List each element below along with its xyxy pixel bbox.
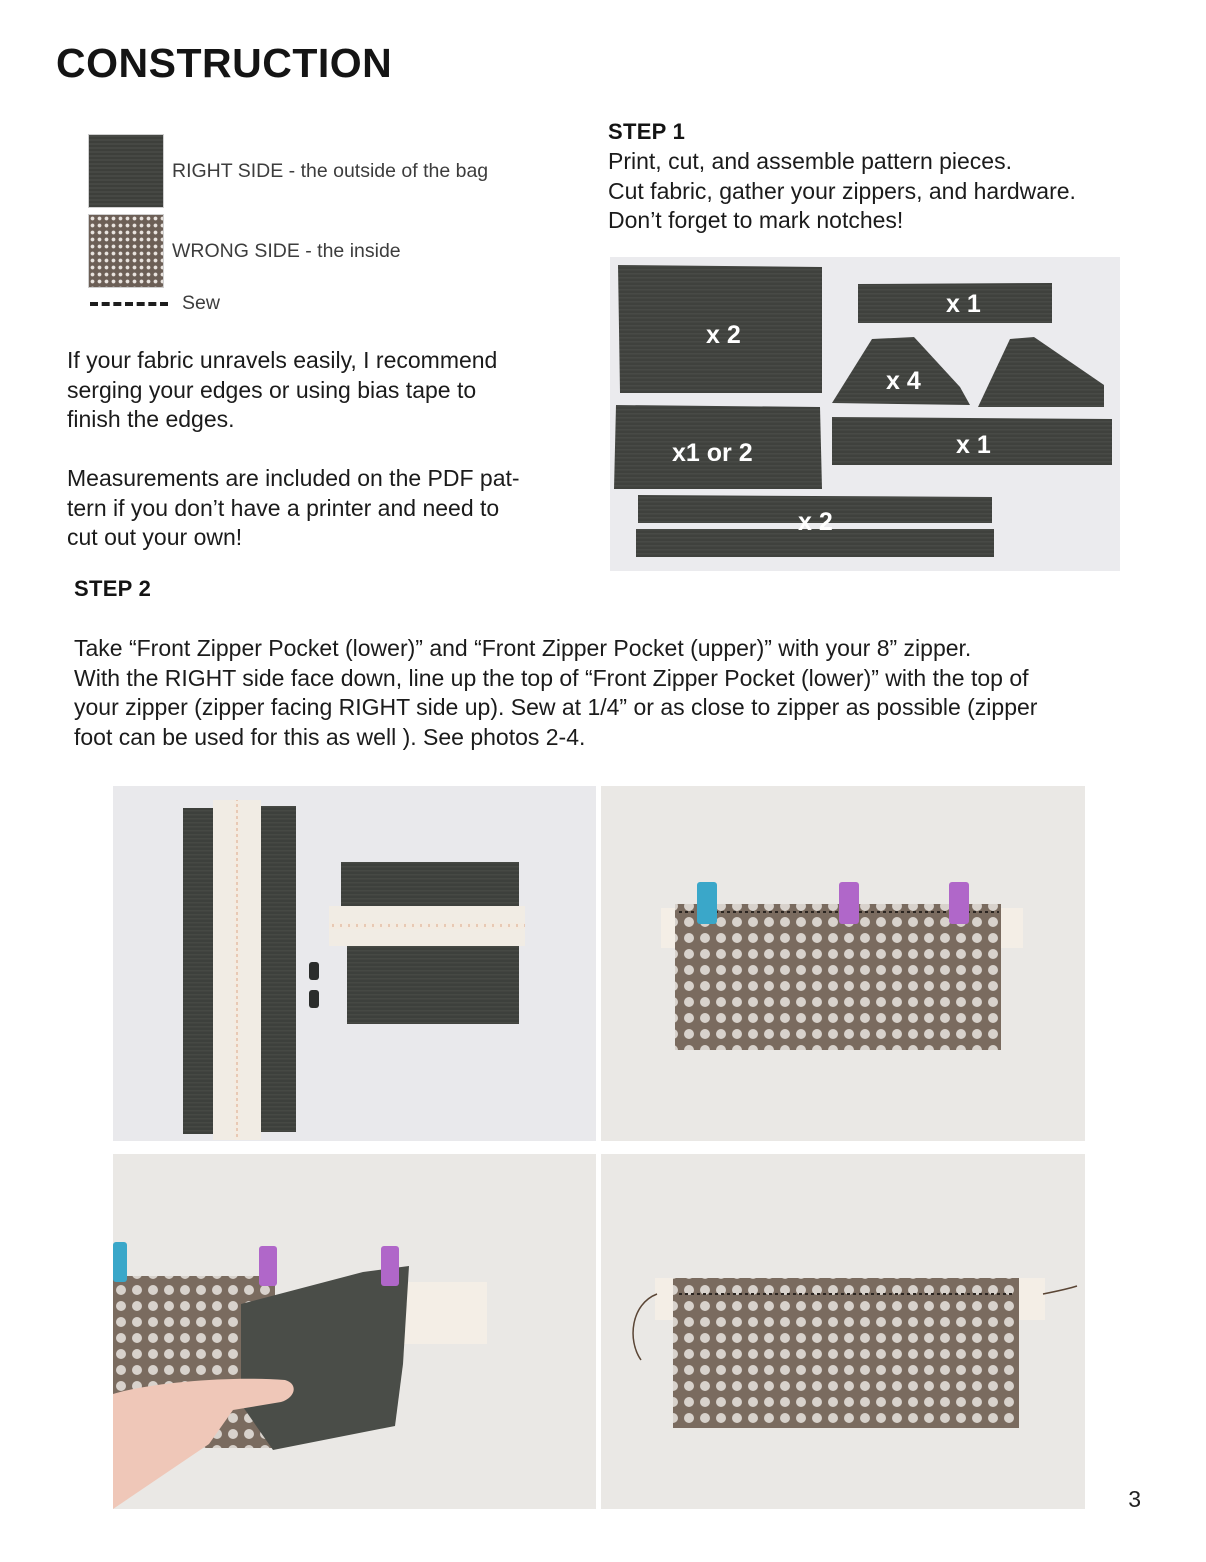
- step1-line: Don’t forget to mark notches!: [608, 207, 904, 233]
- step2-line: your zipper (zipper facing RIGHT side up). Sew at 1/4” or as close to zipper as possible (zipper: [74, 694, 1038, 720]
- step2-instructions: [74, 634, 1154, 752]
- step1-pattern-pieces-photo: [610, 257, 1120, 571]
- step1-label-bottom: x 2: [798, 508, 833, 536]
- measurements-note: [67, 464, 587, 553]
- step2-photo-2: [601, 786, 1085, 1141]
- measurements-note-line: cut out your own!: [67, 524, 243, 550]
- unravel-note: [67, 346, 587, 435]
- step1-label-trapezoids: x 4: [886, 367, 921, 395]
- wrong-side-swatch: [88, 214, 164, 288]
- legend-sew: [88, 292, 220, 315]
- legend-right-side: [88, 134, 488, 208]
- step2-photo-1: [113, 786, 596, 1141]
- step1-instructions: [608, 147, 1168, 236]
- step2-line: With the RIGHT side face down, line up the top of “Front Zipper Pocket (lower)” with the top of: [74, 664, 1029, 691]
- unravel-note-line: If your fabric unravels easily, I recommend: [67, 347, 498, 373]
- step2-heading: STEP 2: [74, 576, 152, 601]
- step1-label-top-right: x 1: [946, 290, 981, 318]
- unravel-note-line: serging your edges or using bias tape to: [67, 376, 477, 403]
- step1-heading: STEP 1: [608, 119, 686, 144]
- right-side-swatch: [88, 134, 164, 208]
- measurements-note-line: Measurements are included on the PDF pat-: [67, 465, 520, 491]
- unravel-note-line: finish the edges.: [67, 406, 235, 432]
- step1-label-middle-left: x1 or 2: [672, 439, 753, 467]
- step2-photo-4: [601, 1154, 1085, 1509]
- step1-line: Cut fabric, gather your zippers, and hardware.: [608, 177, 1076, 204]
- step1-label-middle-right: x 1: [956, 431, 991, 459]
- step2-photo-3: [113, 1154, 596, 1509]
- page-number: 3: [1128, 1486, 1141, 1512]
- legend-right-side-label: RIGHT SIDE - the outside of the bag: [172, 159, 489, 182]
- sew-dashed-line-icon: [90, 302, 168, 306]
- legend-wrong-side-label: WRONG SIDE - the inside: [172, 239, 401, 262]
- page-title: CONSTRUCTION: [56, 40, 393, 86]
- step2-line: foot can be used for this as well ). See photos 2-4.: [74, 723, 586, 750]
- measurements-note-line: tern if you don’t have a printer and need to: [67, 494, 500, 521]
- legend-wrong-side: [88, 214, 401, 288]
- step1-label-top-left: x 2: [706, 321, 741, 349]
- legend-sew-label: Sew: [182, 292, 220, 314]
- step2-line: Take “Front Zipper Pocket (lower)” and “Front Zipper Pocket (upper)” with your 8” zipper.: [74, 635, 972, 661]
- step1-line: Print, cut, and assemble pattern pieces.: [608, 148, 1012, 174]
